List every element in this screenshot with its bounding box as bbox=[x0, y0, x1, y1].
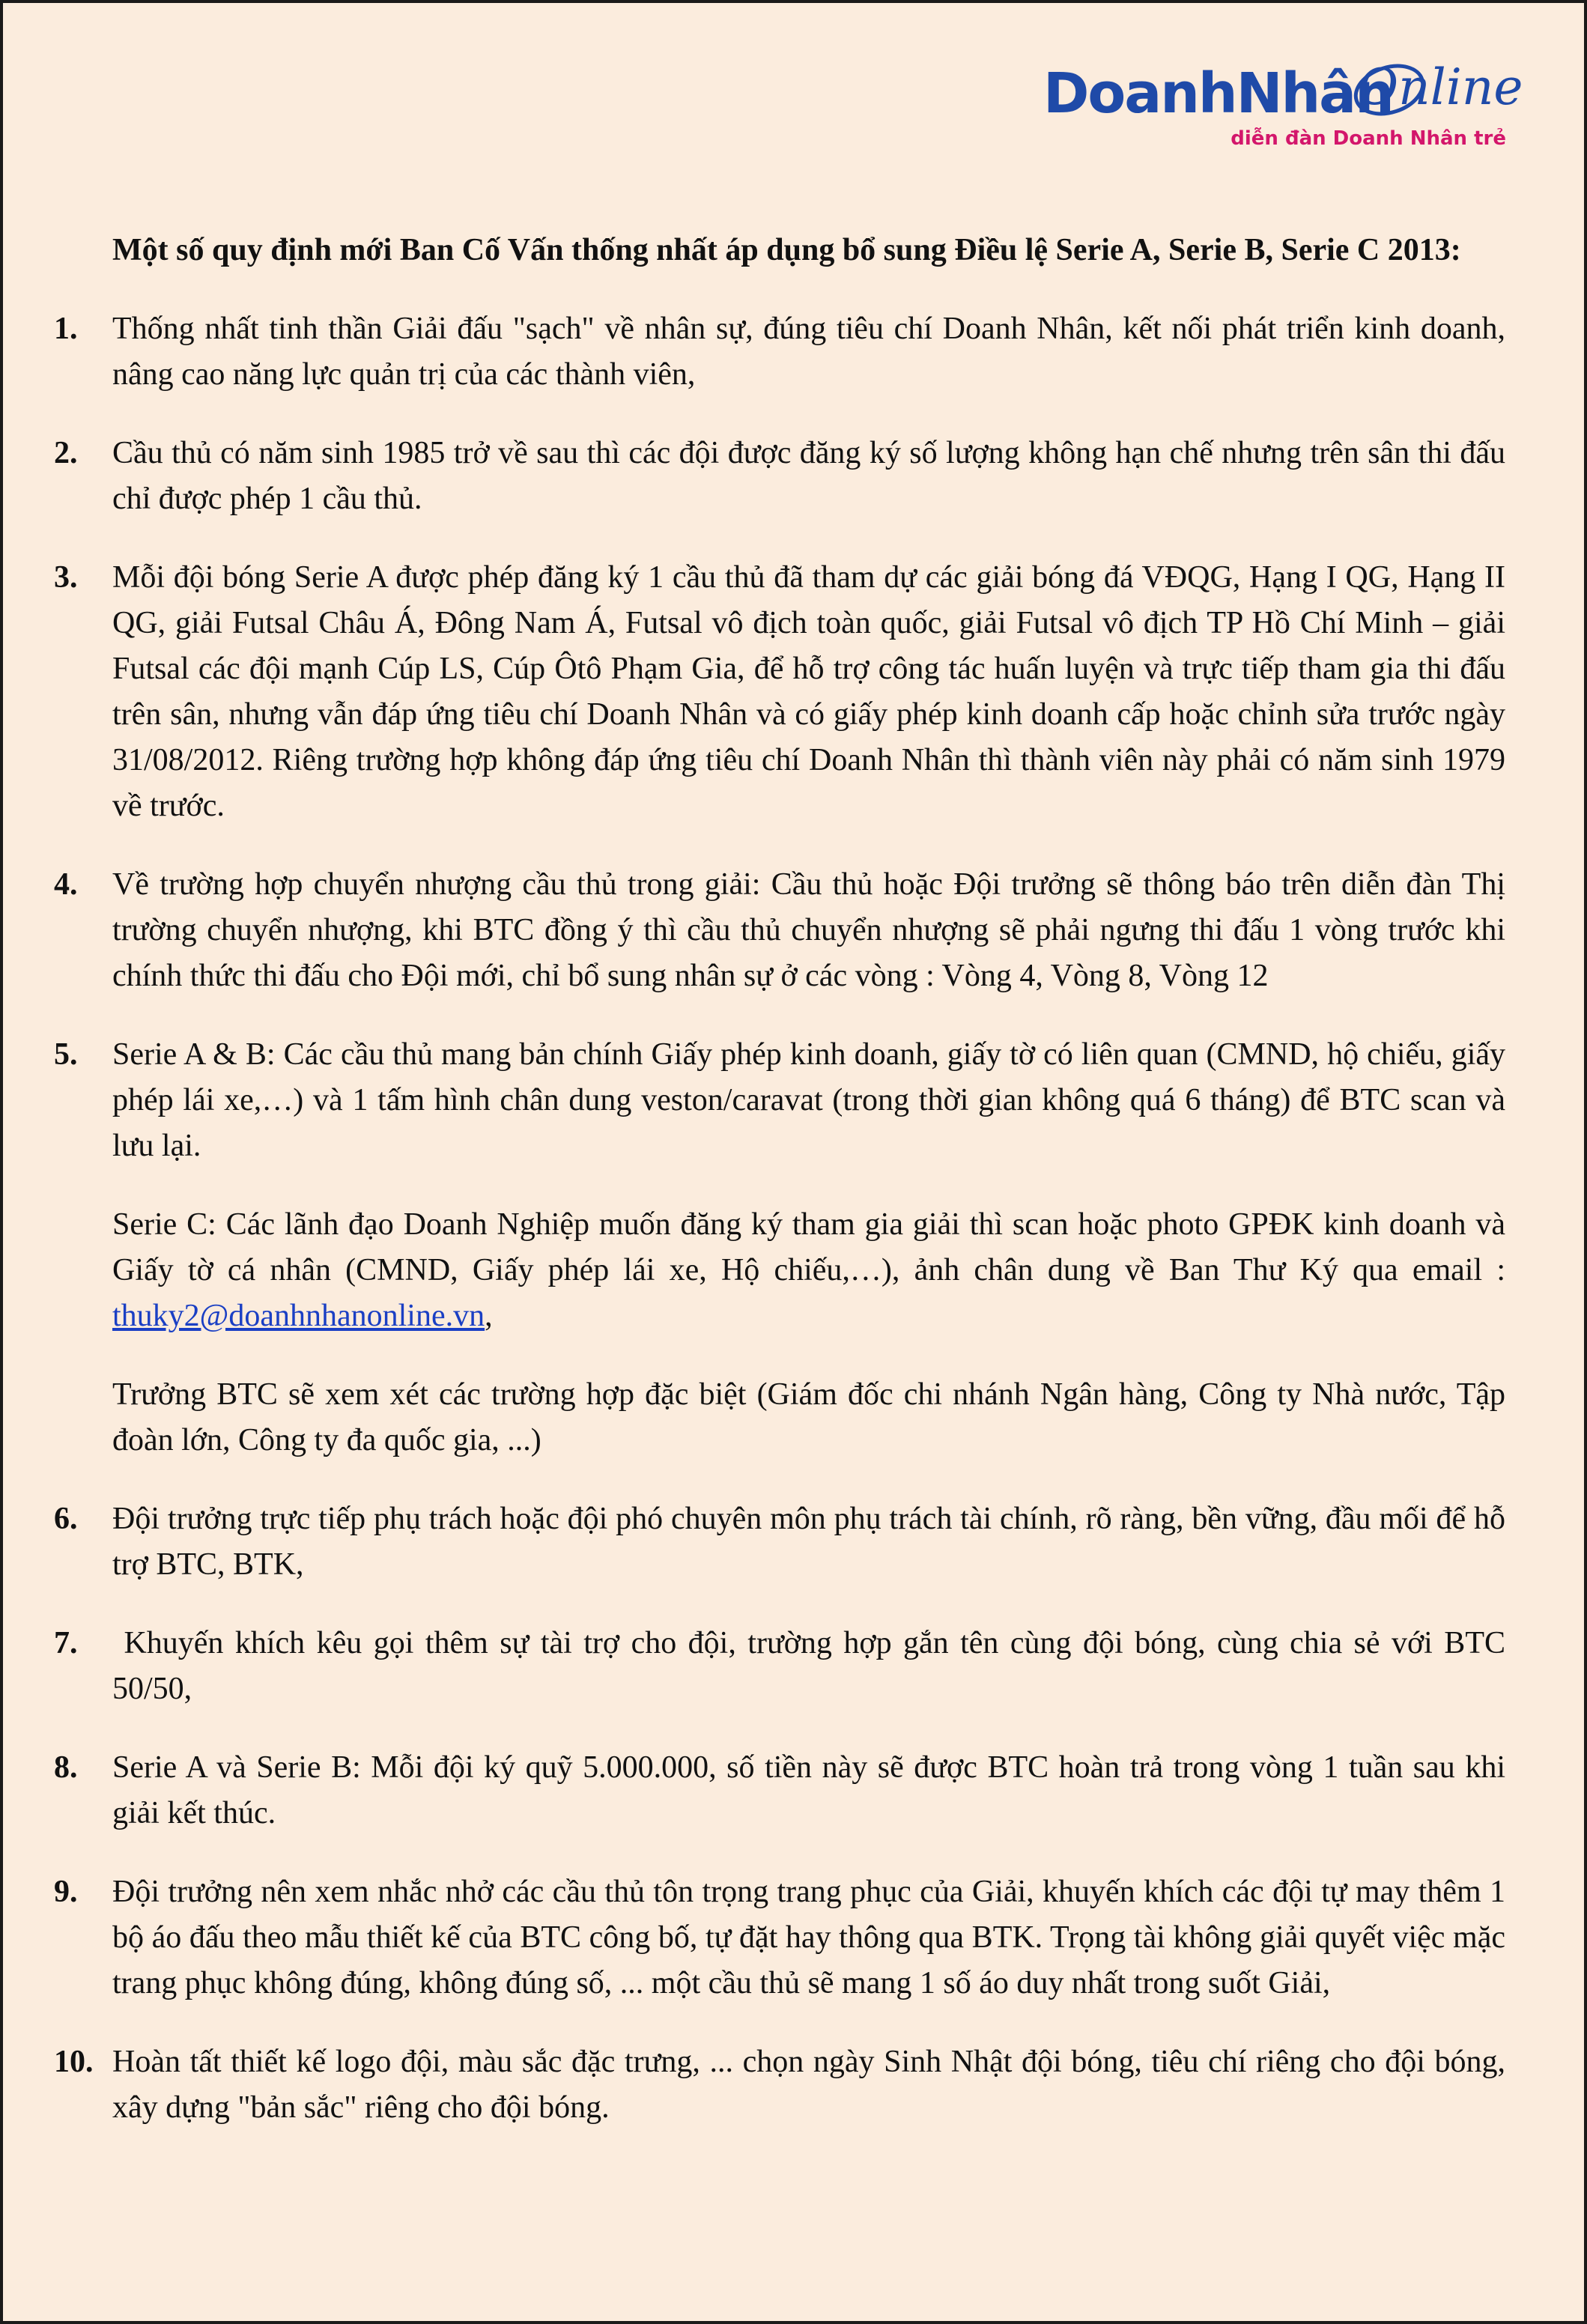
rule-number: 4. bbox=[54, 867, 78, 902]
rule-number: 6. bbox=[54, 1502, 78, 1536]
document-heading: Một số quy định mới Ban Cố Vấn thống nhất áp dụng bổ sung Điều lệ Serie A, Serie B, Serie C 2013: bbox=[112, 233, 1461, 267]
logo-script-text: Online bbox=[1358, 58, 1523, 116]
document-body bbox=[54, 228, 1514, 2164]
rule-text: Serie A và Serie B: Mỗi đội ký quỹ 5.000.000, số tiền này sẽ được BTC hoàn trả trong vòng 1 tuần sau khi giải kết thúc. bbox=[112, 1750, 1505, 1830]
logo-wordmark: DoanhNhân bbox=[1043, 61, 1393, 126]
rule-number: 1. bbox=[54, 312, 78, 346]
rule-number: 3. bbox=[54, 560, 78, 595]
rule-item-7 bbox=[54, 1621, 1514, 1712]
logo-tagline: diễn đàn Doanh Nhân trẻ bbox=[1231, 127, 1506, 150]
rule-text-btc: Trưởng BTC sẽ xem xét các trường hợp đặc biệt (Giám đốc chi nhánh Ngân hàng, Công ty Nhà nước, Tập đoàn lớn, Công ty đa quốc gia, ...) bbox=[112, 1377, 1505, 1457]
rule-text: Mỗi đội bóng Serie A được phép đăng ký 1 cầu thủ đã tham dự các giải bóng đá VĐQG, Hạng I QG, Hạng II QG, giải Futsal Châu Á, Đông Nam Á, Futsal vô địch toàn quốc, giải Futsal vô địch TP Hồ Chí Minh – giải Futsal các đội mạnh Cúp LS, Cúp Ôtô Phạm Gia, để hỗ trợ công tác huấn luyện và trực tiếp tham gia thi đấu trên sân, nhưng vẫn đáp ứng tiêu chí Doanh Nhân và có giấy phép kinh doanh cấp hoặc chỉnh sửa trước ngày 31/08/2012. Riêng trường hợp không đáp ứng tiêu chí Doanh Nhân thì thành viên này phải có năm sinh 1979 về trước. bbox=[112, 560, 1505, 823]
email-suffix: , bbox=[485, 1299, 493, 1333]
rule-number: 9. bbox=[54, 1875, 78, 1909]
rule-text: Thống nhất tinh thần Giải đấu "sạch" về nhân sự, đúng tiêu chí Doanh Nhân, kết nối phát triển kinh doanh, nâng cao năng lực quản trị của các thành viên, bbox=[112, 312, 1505, 392]
rule-item-9 bbox=[54, 1869, 1505, 2006]
rule-text: Cầu thủ có năm sinh 1985 trở về sau thì các đội được đăng ký số lượng không hạn chế nhưng trên sân thi đấu chỉ được phép 1 cầu thủ. bbox=[112, 436, 1505, 516]
rule-item-5 bbox=[54, 1032, 1505, 1463]
rule-number: 5. bbox=[54, 1037, 78, 1072]
rule-item-6 bbox=[54, 1496, 1505, 1588]
rule-text-serie-ab: Serie A & B: Các cầu thủ mang bản chính Giấy phép kinh doanh, giấy tờ có liên quan (CMND, hộ chiếu, giấy phép lái xe,…) và 1 tấm hình chân dung veston/caravat (trong thời gian không quá 6 tháng) để BTC scan và lưu lại. bbox=[112, 1037, 1505, 1163]
rule-item-2 bbox=[54, 431, 1505, 522]
rule-number: 8. bbox=[54, 1750, 78, 1785]
rule-number: 10. bbox=[54, 2045, 94, 2079]
rule-text: Về trường hợp chuyển nhượng cầu thủ trong giải: Cầu thủ hoặc Đội trưởng sẽ thông báo trên diễn đàn Thị trường chuyển nhượng, khi BTC đồng ý thì cầu thủ chuyển nhượng sẽ phải ngưng thi đấu 1 vòng trước khi chính thức thi đấu cho Đội mới, chỉ bổ sung nhân sự ở các vòng : Vòng 4, Vòng 8, Vòng 12 bbox=[112, 867, 1505, 993]
rule-text: Đội trưởng nên xem nhắc nhở các cầu thủ tôn trọng trang phục của Giải, khuyến khích các đội tự may thêm 1 bộ áo đấu theo mẫu thiết kế của BTC công bố, tự đặt hay thông qua BTK. Trọng tài không giải quyết việc mặc trang phục không đúng, không đúng số, ... một cầu thủ sẽ mang 1 số áo duy nhất trong suốt Giải, bbox=[112, 1875, 1505, 2000]
rule-item-8 bbox=[54, 1745, 1505, 1836]
rule-text: Khuyến khích kêu gọi thêm sự tài trợ cho đội, trường hợp gắn tên cùng đội bóng, cùng chia sẻ với BTC 50/50, bbox=[112, 1626, 1514, 1706]
doanhnhan-online-logo[interactable] bbox=[1043, 58, 1523, 159]
rule-item-4 bbox=[54, 862, 1505, 999]
serie-c-text: Serie C: Các lãnh đạo Doanh Nghiệp muốn đăng ký tham gia giải thì scan hoặc photo GPĐK kinh doanh và Giấy tờ cá nhân (CMND, Giấy phép lái xe, Hộ chiếu,…), ảnh chân dung về Ban Thư Ký qua email : bbox=[112, 1207, 1505, 1287]
rule-item-1 bbox=[54, 306, 1505, 398]
rule-text-serie-c bbox=[112, 1202, 1505, 1339]
rule-text: Hoàn tất thiết kế logo đội, màu sắc đặc trưng, ... chọn ngày Sinh Nhật đội bóng, tiêu chí riêng cho đội bóng, xây dựng "bản sắc" riêng cho đội bóng. bbox=[112, 2045, 1505, 2125]
rule-number: 7. bbox=[54, 1626, 78, 1660]
rule-number: 2. bbox=[54, 436, 78, 470]
rule-text: Đội trưởng trực tiếp phụ trách hoặc đội phó chuyên môn phụ trách tài chính, rõ ràng, bền vững, đầu mối để hỗ trợ BTC, BTK, bbox=[112, 1502, 1505, 1582]
email-link[interactable]: thuky2@doanhnhanonline.vn bbox=[112, 1299, 485, 1333]
rule-item-10 bbox=[54, 2039, 1505, 2131]
rule-item-3 bbox=[54, 555, 1505, 829]
